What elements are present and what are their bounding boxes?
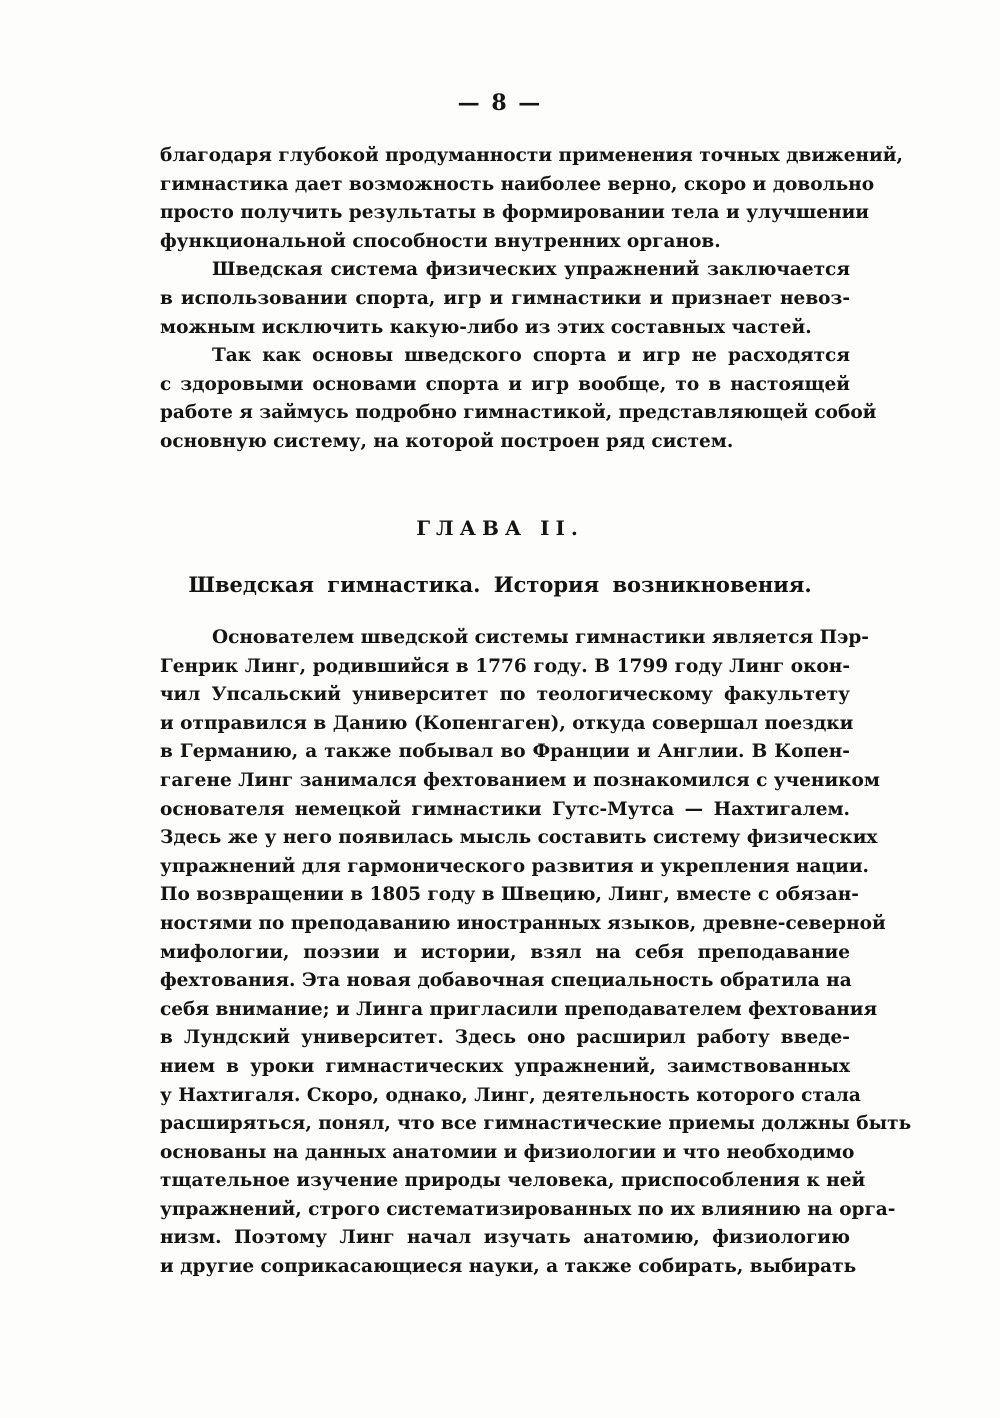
text-line: гимнастика дает возможность наиболее верно, скоро и довольно: [160, 173, 875, 195]
text-line: в использовании спорта, игр и гимнастики и признает невоз-: [160, 287, 850, 309]
text-line: и отправился в Данию (Копенгаген), откуда совершал поездки: [160, 712, 854, 734]
page-number: — 8 —: [457, 90, 543, 116]
text-line: нием в уроки гимнастических упражнений, заимствованных: [160, 1055, 850, 1077]
chapter-title: Шведская гимнастика. История возникновения.: [188, 572, 812, 597]
text-line: основателя немецкой гимнастики Гутс-Мутса — Нахтигалем.: [160, 798, 850, 820]
text-line: Основателем шведской системы гимнастики является Пэр-: [212, 627, 869, 648]
text-line: основаны на данных анатомии и физиологии и что необходимо: [160, 1141, 855, 1163]
text-line: Так как основы шведского спорта и игр не расходятся: [212, 345, 850, 367]
text-line: расширяться, понял, что все гимнастические приемы должны быть: [160, 1113, 912, 1135]
text-line: гагене Линг занимался фехтованием и познакомился с учеником: [160, 769, 880, 791]
text-line: фехтования. Эта новая добавочная специальность обратила на: [160, 970, 852, 992]
text-line: чил Упсальский университет по теологическому факультету: [160, 684, 850, 706]
text-line: и другие соприкасающиеся науки, а также собирать, выбирать: [160, 1256, 857, 1278]
paragraph: [160, 142, 903, 256]
paragraph: [160, 256, 850, 342]
text-line: функциональной способности внутренних органов.: [160, 230, 721, 252]
text-line: просто получить результаты в формировании тела и улучшении: [160, 202, 870, 224]
text-line: у Нахтигаля. Скоро, однако, Линг, деятельность которого стала: [160, 1084, 861, 1106]
intro-text: [160, 142, 903, 457]
text-line: мифологии, поэзии и истории, взял на себя преподавание: [160, 941, 850, 963]
paragraph: [160, 624, 912, 1282]
text-line: себя внимание; и Линга пригласили преподавателем фехтования: [160, 998, 878, 1020]
text-line: в Германию, а также побывал во Франции и Англии. В Копен-: [160, 741, 850, 763]
text-line: Генрик Линг, родившийся в 1776 году. В 1799 году Линг окон-: [160, 655, 850, 677]
text-line: работе я займусь подробно гимнастикой, представляющей собой: [160, 402, 877, 424]
chapter-label: ГЛАВА II.: [416, 516, 584, 540]
text-line: в Лундский университет. Здесь оно расширил работу введе-: [160, 1027, 850, 1049]
text-line: основную систему, на которой построен ряд систем.: [160, 430, 734, 452]
paragraph: [160, 342, 877, 456]
text-line: можным исключить какую-либо из этих составных частей.: [160, 316, 812, 338]
text-line: низм. Поэтому Линг начал изучать анатомию, физиологию: [160, 1227, 850, 1249]
text-line: упражнений для гармонического развития и укрепления нации.: [160, 855, 869, 877]
text-line: тщательное изучение природы человека, приспособления к ней: [160, 1170, 866, 1192]
text-line: Здесь же у него появилась мысль составить систему физических: [160, 827, 878, 849]
text-line: благодаря глубокой продуманности применения точных движений,: [160, 145, 903, 166]
text-line: По возвращении в 1805 году в Швецию, Линг, вместе с обязан-: [160, 884, 859, 906]
text-line: с здоровыми основами спорта и игр вообще, то в настоящей: [160, 373, 850, 395]
text-line: упражнений, строго систематизированных по их влиянию на орга-: [160, 1198, 896, 1220]
text-line: ностями по преподаванию иностранных языков, древне-северной: [160, 912, 886, 934]
text-line: Шведская система физических упражнений заключается: [212, 259, 850, 281]
chapter-text: [160, 624, 912, 1282]
